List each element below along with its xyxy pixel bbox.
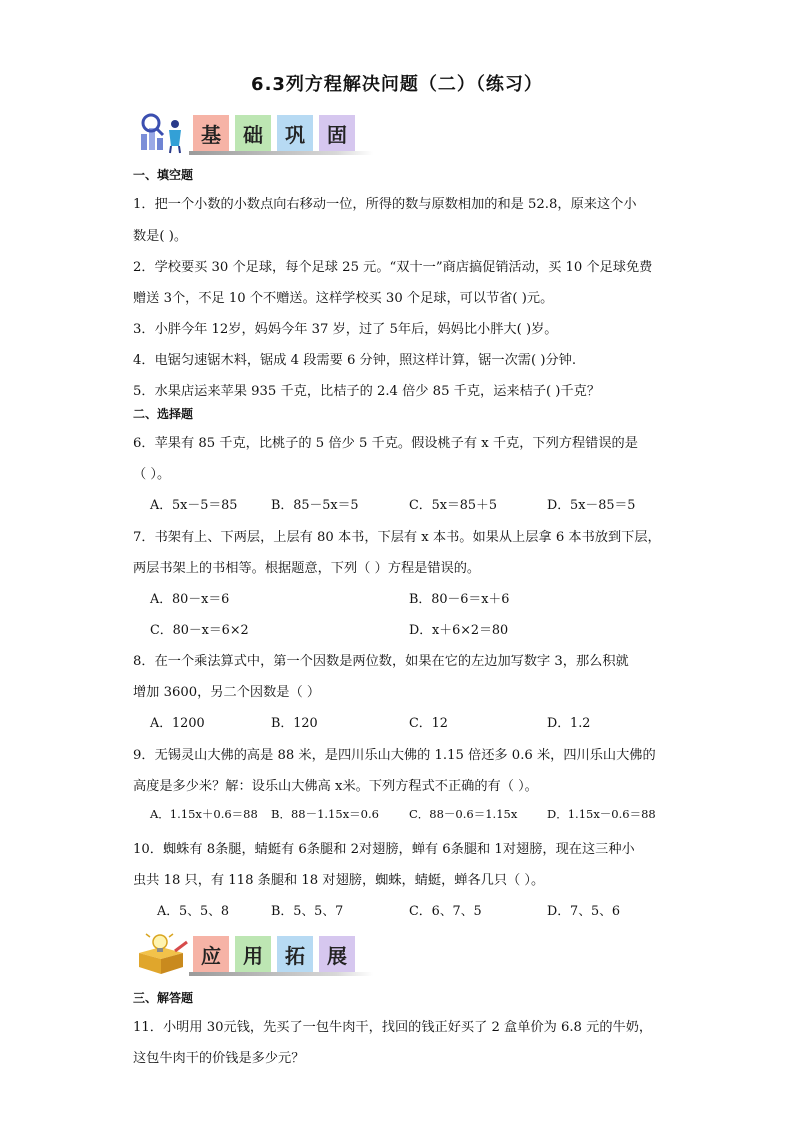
banner-tile: 础	[235, 115, 271, 151]
banner-tile: 固	[319, 115, 355, 151]
q8-option-a: A．1200	[150, 716, 205, 731]
q9-option-b: B．88－1.15x＝0.6	[271, 807, 379, 821]
banner-tile: 应	[193, 936, 229, 972]
question-8-line-2: 增加 3600，另二个因数是（ ）	[133, 685, 321, 700]
question-5: 5．水果店运来苹果 935 千克，比桔子的 2.4 倍少 85 千克，运来桔子( )千克？	[133, 384, 601, 399]
banner-tile: 巩	[277, 115, 313, 151]
question-8-line-1: 8．在一个乘法算式中，第一个因数是两位数，如果在它的左边加写数字 3，那么积就	[133, 654, 629, 669]
q7-option-c: C．80－x＝6×2	[150, 623, 249, 638]
section-banner-extension	[133, 932, 355, 976]
section-heading-multiple-choice: 二、选择题	[133, 407, 194, 421]
q7-option-b: B．80－6＝x＋6	[409, 592, 510, 607]
q6-option-c: C．5x＝85＋5	[409, 498, 497, 513]
question-1-line-1: 1．把一个小数的小数点向右移动一位，所得的数与原数相加的和是 52.8，原来这个小	[133, 197, 637, 212]
section-banner-basic	[133, 111, 355, 155]
q9-option-a: A．1.15x＋0.6＝88	[150, 807, 258, 821]
q7-option-a: A．80－x＝6	[150, 592, 230, 607]
question-2-line-2: 赠送 3个，不足 10 个不赠送。这样学校买 30 个足球，可以节省( )元。	[133, 291, 554, 306]
section-heading-solve: 三、解答题	[133, 991, 194, 1005]
question-2-line-1: 2．学校要买 30 个足球，每个足球 25 元。“双十一”商店搞促销活动，买 10 个足球免费	[133, 260, 653, 275]
q6-option-d: D．5x－85＝5	[547, 498, 636, 513]
q7-option-d: D．x＋6×2＝80	[409, 623, 509, 638]
q8-option-b: B．120	[271, 716, 318, 731]
magnifier-person-icon	[133, 112, 189, 154]
question-7-line-1: 7．书架有上、下两层，上层有 80 本书，下层有 x 本书。如果从上层拿 6 本书放到下层，	[133, 530, 661, 545]
question-10-line-2: 虫共 18 只，有 118 条腿和 18 对翅膀，蜘蛛，蜻蜓，蝉各几只（ ）。	[133, 873, 545, 888]
question-3: 3．小胖今年 12岁，妈妈今年 37 岁，过了 5年后，妈妈比小胖大( )岁。	[133, 322, 558, 337]
banner-tile: 展	[319, 936, 355, 972]
lightbulb-box-icon	[133, 933, 189, 975]
banner-tile: 基	[193, 115, 229, 151]
q6-option-b: B．85－5x＝5	[271, 498, 359, 513]
question-4: 4．电锯匀速锯木料，锯成 4 段需要 6 分钟，照这样计算，锯一次需( )分钟.	[133, 353, 577, 368]
q6-option-a: A．5x－5＝85	[150, 498, 238, 513]
q10-option-c: C．6、7、5	[409, 904, 482, 919]
banner-tile: 拓	[277, 936, 313, 972]
question-9-line-1: 9．无锡灵山大佛的高是 88 米，是四川乐山大佛的 1.15 倍还多 0.6 米，四川乐山大佛的	[133, 748, 656, 763]
banner-tile: 用	[235, 936, 271, 972]
q8-option-c: C．12	[409, 716, 448, 731]
section-heading-fill-blank: 一、填空题	[133, 168, 194, 182]
q10-option-a: A．5、5、8	[157, 904, 230, 919]
question-1-line-2: 数是( )。	[133, 229, 188, 244]
q10-option-b: B．5、5、7	[271, 904, 344, 919]
q9-option-d: D．1.15x－0.6＝88	[547, 807, 656, 821]
question-9-line-2: 高度是多少米？解：设乐山大佛高 x米。下列方程式不正确的有（ ）。	[133, 779, 538, 794]
question-6-line-2: （ ）。	[133, 467, 171, 482]
question-10-line-1: 10．蜘蛛有 8条腿，蜻蜓有 6条腿和 2对翅膀，蝉有 6条腿和 1对翅膀，现在这三种小	[133, 842, 635, 857]
page-title: 6.3列方程解决问题（二）（练习）	[251, 74, 543, 95]
question-6-line-1: 6．苹果有 85 千克，比桃子的 5 倍少 5 千克。假设桃子有 x 千克，下列方程错误的是	[133, 436, 638, 451]
q8-option-d: D．1.2	[547, 716, 591, 731]
question-7-line-2: 两层书架上的书相等。根据题意，下列（ ）方程是错误的。	[133, 561, 481, 576]
question-11-line-1: 11．小明用 30元钱，先买了一包牛肉干，找回的钱正好买了 2 盒单价为 6.8 元的牛奶，	[133, 1020, 653, 1035]
question-11-line-2: 这包牛肉干的价钱是多少元？	[133, 1051, 305, 1066]
q9-option-c: C．88－0.6＝1.15x	[409, 807, 518, 821]
q10-option-d: D．7、5、6	[547, 904, 621, 919]
